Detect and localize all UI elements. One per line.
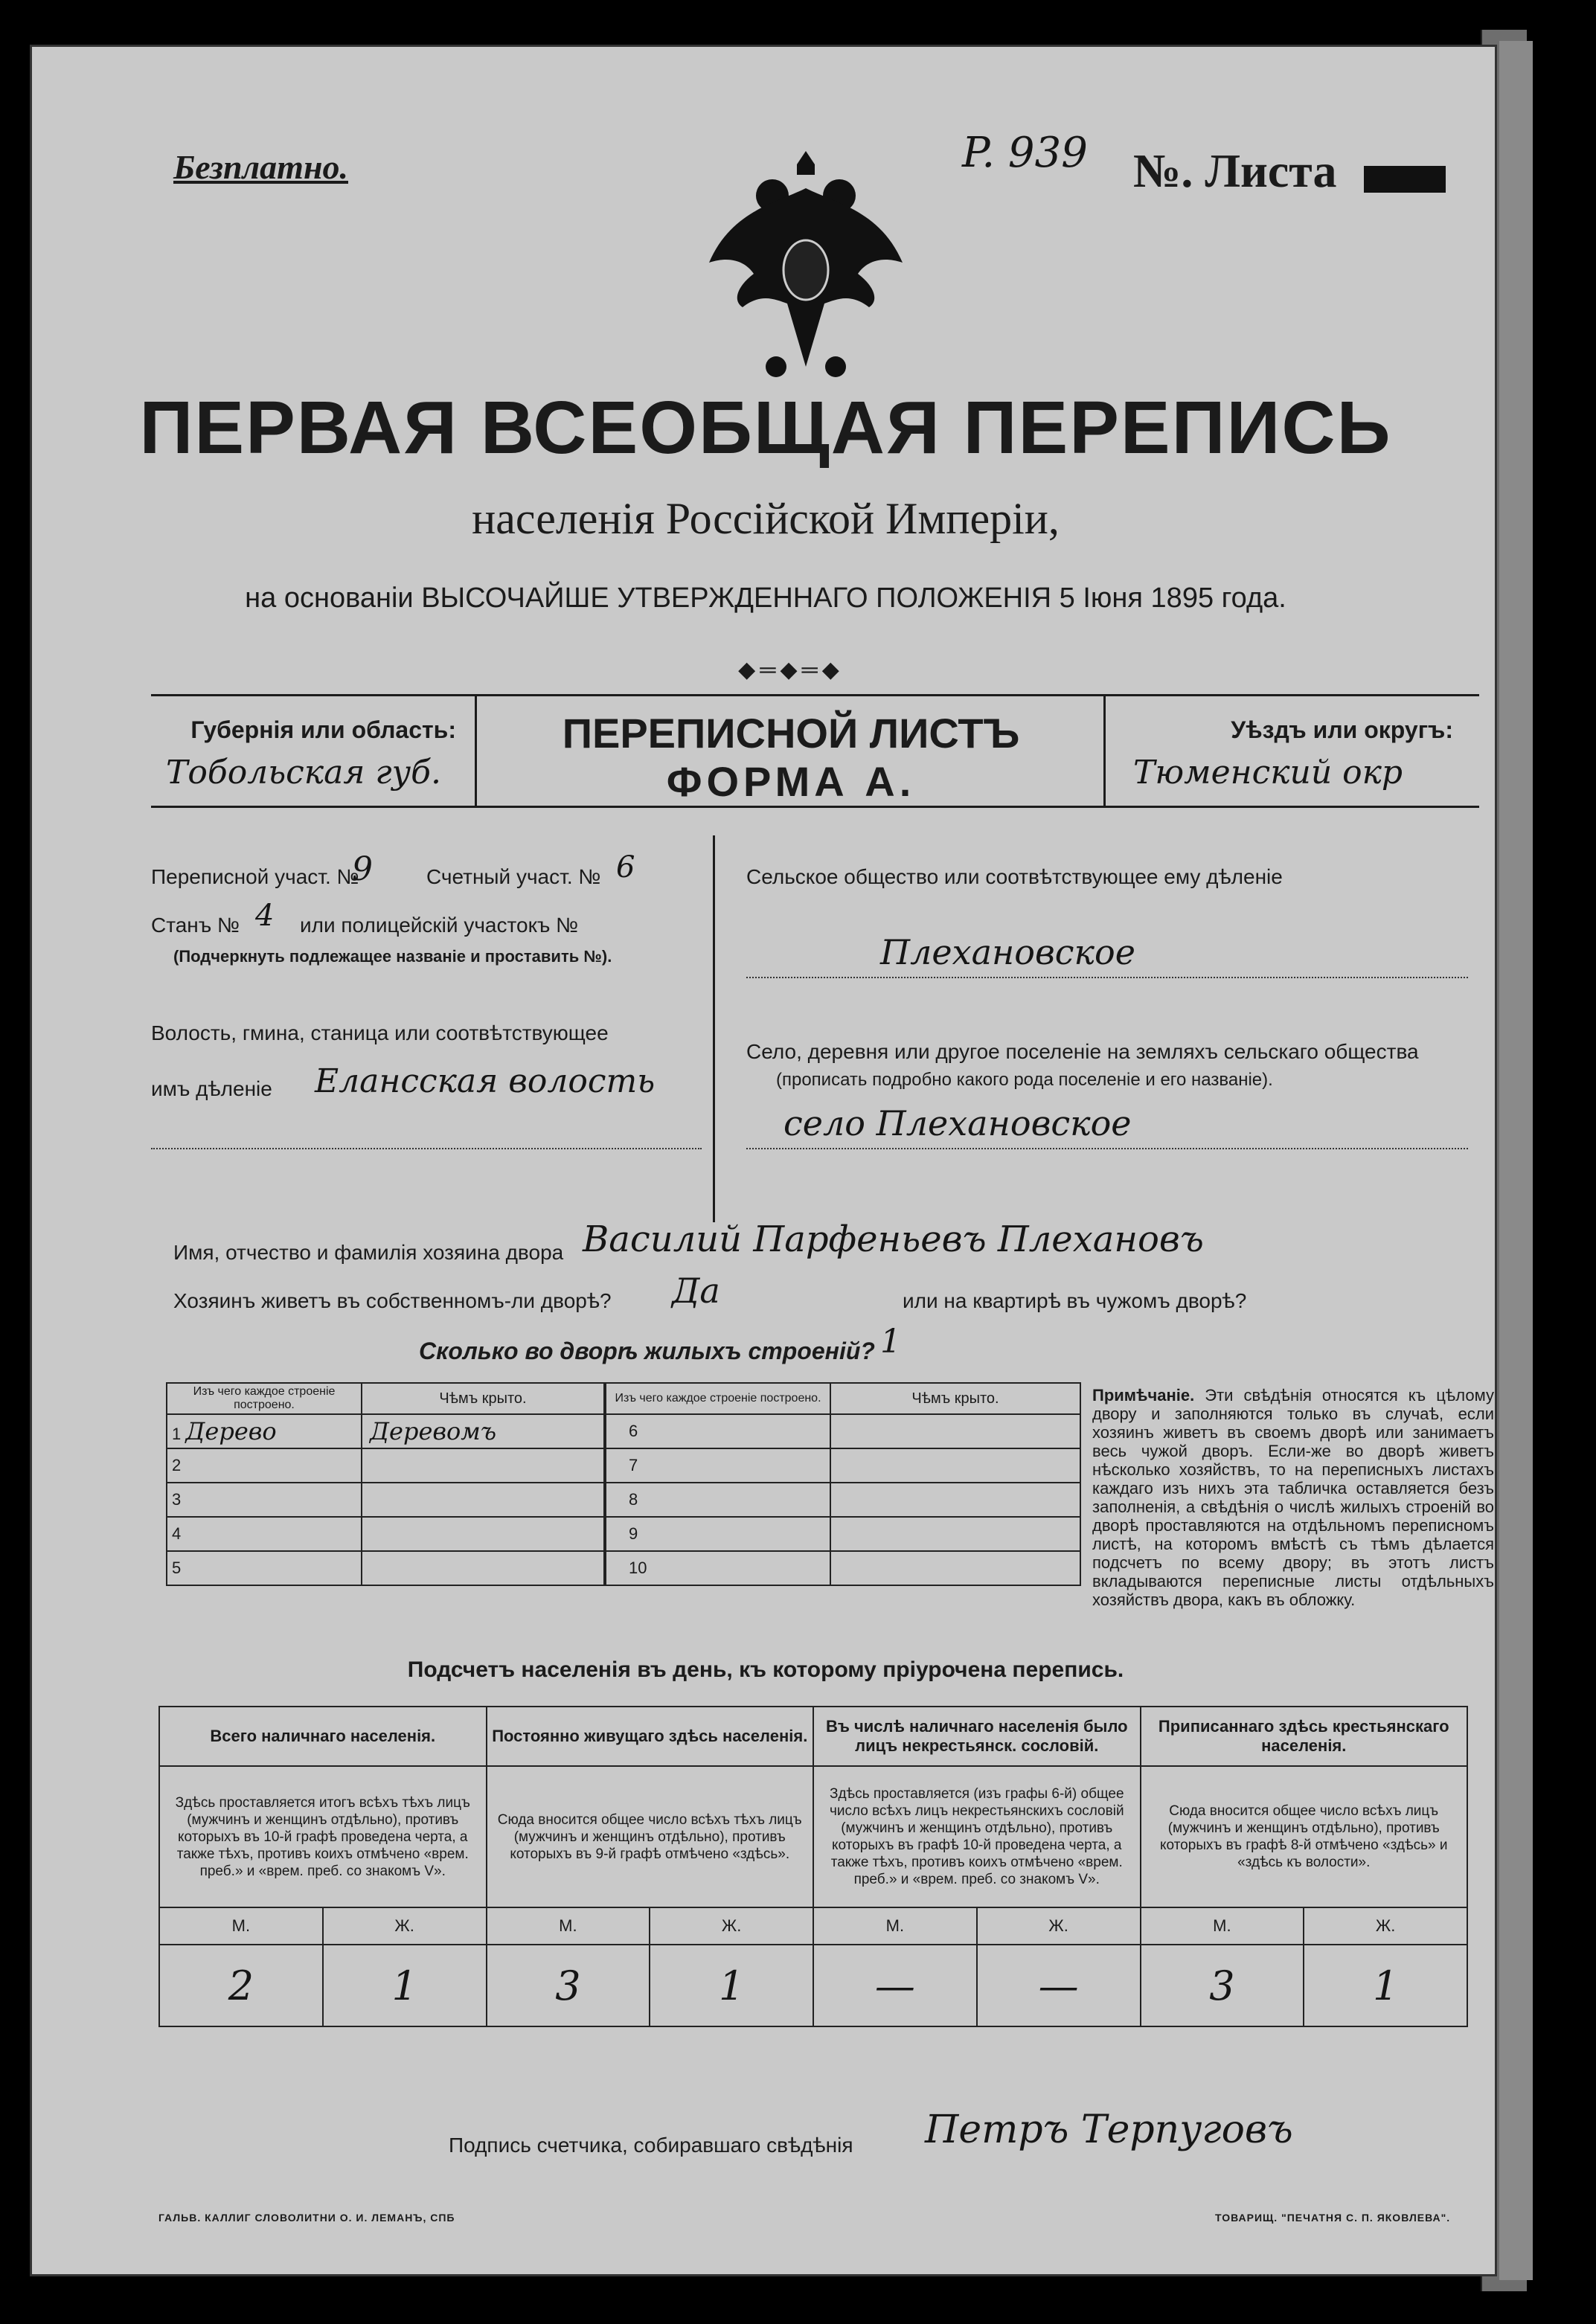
col-zh: Ж. bbox=[1304, 1907, 1467, 1945]
row-number: 7 bbox=[629, 1456, 638, 1474]
count-value: 1 bbox=[650, 1945, 813, 2026]
count-value: 2 bbox=[159, 1945, 323, 2026]
header-divider-left bbox=[475, 694, 477, 808]
gubernia-value: Тобольская губ. bbox=[166, 754, 442, 792]
row-number: 10 bbox=[629, 1559, 647, 1577]
row-number: 8 bbox=[629, 1490, 638, 1509]
population-count-table bbox=[158, 1706, 1468, 2027]
volost-label: Волость, гмина, станица или соотвѣтствующее bbox=[151, 1021, 609, 1044]
schet-value: 6 bbox=[616, 850, 635, 885]
signature-label: Подпись счетчика, собиравшаго свѣдѣнія bbox=[449, 2134, 853, 2157]
uezd-label: Уѣздъ или округъ: bbox=[1231, 716, 1453, 743]
count-desc-total: Здѣсь проставляется итогъ всѣхъ тѣхъ лицъ (мужчинъ и женщинъ отдѣльно), противъ которыхъ въ 10-й графѣ проведена черта, а также тѣхъ, противъ коихъ отмѣчено «врем. преб.» и «врем. преб. со знакомъ V». bbox=[159, 1766, 487, 1907]
page-title: ПЕРВАЯ ВСЕОБЩАЯ ПЕРЕПИСЬ bbox=[139, 386, 1392, 469]
table-row bbox=[167, 1414, 604, 1448]
owner-lives-tail: или на квартирѣ въ чужомъ дворѣ? bbox=[903, 1289, 1247, 1312]
count-value: 3 bbox=[1141, 1945, 1304, 2026]
row-number: 9 bbox=[629, 1524, 638, 1543]
sheet-number-label: №. Листа bbox=[1133, 144, 1337, 197]
row-number: 4 bbox=[172, 1524, 182, 1543]
col-roof-header: Чѣмъ крыто. bbox=[362, 1383, 604, 1414]
count-title: Подсчетъ населенія въ день, къ которому пріурочена перепись. bbox=[407, 1657, 1124, 1682]
stamp-free: Безплатно. bbox=[173, 148, 348, 186]
table-row bbox=[606, 1414, 1080, 1448]
uezd-value: Тюменский окр bbox=[1133, 754, 1403, 792]
col-zh: Ж. bbox=[977, 1907, 1141, 1945]
fields-divider bbox=[713, 835, 715, 1222]
header-top-rule bbox=[151, 694, 1479, 696]
buildings-value: 1 bbox=[880, 1323, 901, 1361]
society-value: Плехановское bbox=[880, 932, 1135, 972]
owner-name-label: Имя, отчество и фамилія хозяина двора bbox=[173, 1241, 564, 1264]
owner-lives-value: Да bbox=[672, 1271, 720, 1311]
row-number: 2 bbox=[172, 1456, 182, 1474]
owner-lives-label: Хозяинъ живетъ въ собственномъ-ли дворѣ? bbox=[173, 1289, 612, 1312]
schet-label: Счетный участ. № bbox=[426, 865, 601, 888]
page-subtitle: населенія Россійской Имперіи, bbox=[472, 494, 1060, 543]
uchastok-value: 9 bbox=[352, 850, 373, 888]
ornament-divider: ◆═◆═◆ bbox=[738, 658, 844, 682]
form-title: ПЕРЕПИСНОЙ ЛИСТЪ bbox=[562, 710, 1020, 757]
count-value: 1 bbox=[323, 1945, 487, 2026]
volost-label-2: имъ дѣленіе bbox=[151, 1077, 272, 1100]
col-zh: Ж. bbox=[323, 1907, 487, 1945]
stan-label: Станъ № bbox=[151, 914, 240, 937]
col-m: М. bbox=[813, 1907, 977, 1945]
count-desc-non-peasant: Здѣсь проставляется (изъ графы 6-й) общее число всѣхъ лицъ некрестьянскихъ сословій (мужчинъ и женщинъ отдѣльно), противъ которыхъ въ графѣ 10-й проведена черта, а также тѣхъ, противъ коихъ отмѣчено «врем. преб.» и «врем. преб. со знакомъ V». bbox=[813, 1766, 1141, 1907]
col-zh: Ж. bbox=[650, 1907, 813, 1945]
row-number: 6 bbox=[629, 1422, 638, 1440]
col-m: М. bbox=[159, 1907, 323, 1945]
printer-right: ТОВАРИЩ. "ПЕЧАТНЯ С. П. ЯКОВЛЕВА". bbox=[1215, 2212, 1451, 2224]
stan-value: 4 bbox=[255, 899, 275, 933]
col-m: М. bbox=[487, 1907, 650, 1945]
selo-line bbox=[746, 1148, 1468, 1149]
count-header-non-peasant: Въ числѣ наличнаго населенія было лицъ некрестьянск. сословій. bbox=[813, 1707, 1141, 1766]
legal-basis: на основаніи ВЫСОЧАЙШЕ УТВЕРЖДЕННАГО ПОЛОЖЕНІЯ 5 Іюня 1895 года. bbox=[245, 582, 1286, 614]
col-material-header-2: Изъ чего каждое строеніе построено. bbox=[606, 1383, 830, 1414]
row-roof: Деревомъ bbox=[362, 1414, 604, 1448]
printer-left: ГАЛЬВ. КАЛЛИГ СЛОВОЛИТНИ О. И. ЛЕМАНЪ, СПБ bbox=[158, 2212, 455, 2224]
note-block bbox=[1092, 1386, 1494, 1609]
uchastok-label: Переписной участ. № bbox=[151, 865, 359, 888]
buildings-table-left bbox=[166, 1382, 605, 1586]
table-row bbox=[606, 1551, 1080, 1585]
count-header-total: Всего наличнаго населенія. bbox=[159, 1707, 487, 1766]
row-material: Дерево bbox=[185, 1417, 277, 1445]
table-row bbox=[606, 1483, 1080, 1517]
owner-name-value: Василий Парфеньевъ Плехановъ bbox=[583, 1219, 1204, 1260]
table-row bbox=[167, 1448, 604, 1483]
col-roof-header-2: Чѣмъ крыто. bbox=[830, 1383, 1080, 1414]
table-row bbox=[167, 1551, 604, 1585]
count-header-peasant: Приписаннаго здѣсь крестьянскаго населенія. bbox=[1141, 1707, 1468, 1766]
count-value: 3 bbox=[487, 1945, 650, 2026]
society-label: Сельское общество или соотвѣтствующее ему дѣленіе bbox=[746, 865, 1283, 888]
selo-label: Село, деревня или другое поселеніе на земляхъ сельскаго общества bbox=[746, 1040, 1419, 1063]
count-value: — bbox=[813, 1945, 977, 2026]
row-number: 1 bbox=[172, 1425, 182, 1443]
table-row bbox=[167, 1517, 604, 1551]
count-value: — bbox=[977, 1945, 1141, 2026]
header-divider-right bbox=[1103, 694, 1106, 808]
note-text: Эти свѣдѣнія относятся къ цѣлому двору и заполняются только въ случаѣ, если хозяинъ живетъ въ своемъ дворѣ или занимаетъ весь чужой дворъ. Если-же во дворѣ живетъ нѣсколько хозяйствъ, то на переписныхъ листахъ каждаго изъ нихъ эта табличка оставляется безъ заполненія, а свѣдѣнія о числѣ жилыхъ строеній во дворѣ проставляются на отдѣльномъ переписномъ листѣ, на которомъ вмѣстѣ съ тѣмъ дѣлается подсчетъ по всему двору; въ этотъ листъ вкладываются переписные листы отдѣльныхъ хозяйствъ двора, какъ въ обложку. bbox=[1092, 1386, 1494, 1609]
table-row bbox=[167, 1483, 604, 1517]
form-name: ФОРМА А. bbox=[666, 758, 916, 805]
gubernia-label: Губернія или область: bbox=[190, 716, 456, 743]
row-number: 5 bbox=[172, 1559, 182, 1577]
sheet-number-redaction bbox=[1364, 166, 1446, 193]
archive-reference: P. 939 bbox=[962, 129, 1088, 177]
col-m: М. bbox=[1141, 1907, 1304, 1945]
count-value: 1 bbox=[1304, 1945, 1467, 2026]
selo-note: (прописать подробно какого рода поселеніе и его названіе). bbox=[776, 1070, 1273, 1090]
table-row bbox=[606, 1517, 1080, 1551]
count-desc-peasant: Сюда вносится общее число всѣхъ лицъ (мужчинъ и женщинъ отдѣльно), противъ которыхъ въ графѣ 8-й отмѣчено «здѣсь» и «здѣсь къ волости». bbox=[1141, 1766, 1468, 1907]
note-title: Примѣчаніе. bbox=[1092, 1386, 1195, 1405]
double-headed-eagle-icon bbox=[702, 144, 910, 389]
stan-note: (Подчеркнуть подлежащее названіе и проставить №). bbox=[173, 947, 612, 966]
selo-value: село Плехановское bbox=[783, 1103, 1132, 1143]
count-desc-permanent: Сюда вносится общее число всѣхъ тѣхъ лицъ (мужчинъ и женщинъ отдѣльно), противъ которыхъ въ 9-й графѣ отмѣчено «здѣсь». bbox=[487, 1766, 814, 1907]
buildings-label: Сколько во дворѣ жилыхъ строеній? bbox=[419, 1338, 875, 1364]
census-form-sheet bbox=[30, 45, 1497, 2276]
stan-tail: или полицейскій участокъ № bbox=[300, 914, 579, 937]
row-number: 3 bbox=[172, 1490, 182, 1509]
buildings-table-right bbox=[605, 1382, 1081, 1586]
society-line bbox=[746, 977, 1468, 978]
col-material-header: Изъ чего каждое строеніе построено. bbox=[167, 1383, 362, 1414]
table-row bbox=[606, 1448, 1080, 1483]
header-bottom-rule bbox=[151, 806, 1479, 808]
underlying-sheet-edge-2 bbox=[1499, 41, 1533, 2280]
signature-value: Петръ Терпуговъ bbox=[925, 2108, 1293, 2152]
volost-extra-line bbox=[151, 1148, 702, 1149]
count-header-permanent: Постоянно живущаго здѣсь населенія. bbox=[487, 1707, 814, 1766]
volost-value: Елансская волость bbox=[315, 1062, 656, 1100]
